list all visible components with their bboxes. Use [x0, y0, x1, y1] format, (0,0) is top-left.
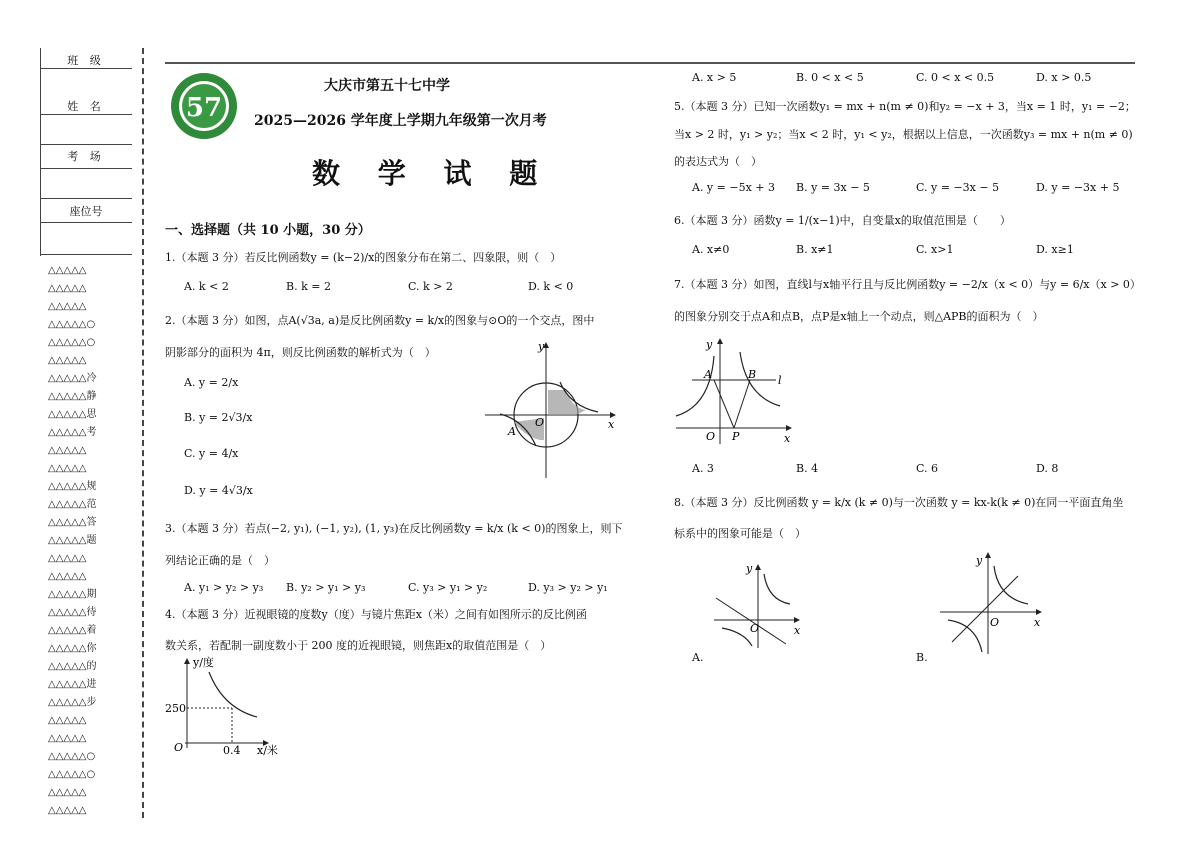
seal-row: △△△△△冷	[48, 373, 97, 384]
q6-option-b: B. x≠1	[796, 243, 834, 256]
svg-text:y: y	[976, 554, 983, 567]
q2-option-c: C. y = 4/x	[184, 447, 239, 460]
svg-text:x/米: x/米	[257, 744, 278, 757]
seal-row: △△△△△	[48, 571, 87, 582]
divider	[40, 68, 132, 69]
q7-figure	[674, 334, 804, 446]
q5-option-b: B. y = 3x − 5	[796, 181, 870, 194]
q1-option-c: C. k > 2	[408, 280, 453, 293]
svg-text:57: 57	[185, 93, 223, 123]
seal-row: △△△△△范	[48, 499, 97, 510]
seal-row: △△△△△规	[48, 481, 97, 492]
divider	[40, 222, 132, 223]
q6-option-d: D. x≥1	[1036, 243, 1074, 256]
question-2-line1: 2.（本题 3 分）如图，点A(√3a, a)是反比例函数y = k/x的图象与⊙O的一个交点，图中	[165, 314, 595, 327]
q6-option-a: A. x≠0	[692, 243, 730, 256]
q8-option-b: B.	[916, 651, 928, 664]
question-3-line2: 列结论正确的是（ ）	[165, 554, 275, 567]
field-room: 考 场	[67, 150, 105, 163]
q4-option-d: D. x > 0.5	[1036, 71, 1092, 84]
seal-row: △△△△△	[48, 301, 87, 312]
seal-row: △△△△△	[48, 733, 87, 744]
seal-row: △△△△△	[48, 445, 87, 456]
svg-text:y: y	[538, 340, 545, 353]
school-name: 大庆市第五十七中学	[324, 78, 450, 94]
svg-text:P: P	[732, 430, 740, 443]
question-5-line3: 的表达式为（ ）	[674, 155, 762, 168]
seal-row: △△△△△	[48, 463, 87, 474]
seal-row: △△△△△步	[48, 697, 97, 708]
q4-option-a: A. x > 5	[692, 71, 737, 84]
subject-title: 数 学 试 题	[312, 157, 552, 190]
svg-text:O: O	[535, 416, 545, 429]
question-5-line2: 当x > 2 时，y₁ > y₂；当x < 2 时，y₁ < y₂，根据以上信息，一次函数y₃ = mx + n(m ≠ 0)	[674, 128, 1133, 141]
q2-option-a: A. y = 2/x	[184, 376, 239, 389]
question-8-line2: 标系中的图象可能是（ ）	[674, 527, 806, 540]
seal-row: △△△△△答	[48, 517, 97, 528]
student-info-box	[40, 48, 132, 256]
section-heading: 一、选择题（共 10 小题，30 分）	[165, 223, 371, 238]
seal-row: △△△△△你	[48, 643, 97, 654]
q3-option-c: C. y₃ > y₁ > y₂	[408, 581, 488, 594]
seal-row: △△△△△题	[48, 535, 97, 546]
question-1: 1.（本题 3 分）若反比例函数y = (k−2)/x的图象分布在第二、四象限，则（ ）	[165, 251, 562, 264]
q1-option-a: A. k < 2	[184, 280, 229, 293]
seal-row: △△△△△	[48, 715, 87, 726]
field-class: 班 级	[67, 54, 105, 67]
svg-text:A: A	[704, 368, 712, 381]
q7-option-c: C. 6	[916, 462, 939, 475]
q1-option-d: D. k < 0	[528, 280, 574, 293]
q7-option-b: B. 4	[796, 462, 819, 475]
svg-text:y: y	[706, 338, 713, 351]
q4-option-c: C. 0 < x < 0.5	[916, 71, 995, 84]
divider	[40, 168, 132, 169]
question-3-line1: 3.（本题 3 分）若点(−2, y₁), (−1, y₂), (1, y₃)在反比例函数y = k/x (k < 0)的图象上，则下	[165, 522, 623, 535]
question-5-line1: 5.（本题 3 分）已知一次函数y₁ = mx + n(m ≠ 0)和y₂ = −x + 3，当x = 1 时，y₁ = −2；	[674, 100, 1136, 113]
svg-text:x: x	[794, 624, 801, 637]
q5-option-a: A. y = −5x + 3	[692, 181, 775, 194]
svg-text:A: A	[508, 425, 516, 438]
q4-option-b: B. 0 < x < 5	[796, 71, 864, 84]
q7-option-d: D. 8	[1036, 462, 1059, 475]
svg-text:O: O	[706, 430, 716, 443]
svg-text:x: x	[1034, 616, 1041, 629]
q8-figure-a	[712, 560, 812, 650]
svg-text:0.4: 0.4	[223, 744, 241, 757]
exam-title: 2025—2026 学年度上学期九年级第一次月考	[254, 113, 547, 129]
svg-text:250: 250	[165, 702, 186, 715]
svg-text:O: O	[990, 616, 1000, 629]
svg-text:y/度: y/度	[193, 656, 214, 669]
q5-option-c: C. y = −3x − 5	[916, 181, 1000, 194]
seal-row: △△△△△○	[48, 769, 96, 780]
seal-row: △△△△△	[48, 805, 87, 816]
q2-option-d: D. y = 4√3/x	[184, 484, 253, 497]
seal-row: △△△△△	[48, 265, 87, 276]
q7-option-a: A. 3	[692, 462, 714, 475]
svg-text:l: l	[778, 374, 782, 387]
q6-option-c: C. x>1	[916, 243, 954, 256]
q8-option-a: A.	[692, 651, 704, 664]
question-7-line2: 的图象分别交于点A和点B，点P是x轴上一个动点，则△APB的面积为（ ）	[674, 310, 1044, 323]
header-rule	[165, 62, 1135, 64]
q3-option-b: B. y₂ > y₁ > y₃	[286, 581, 366, 594]
seal-dashed-line	[142, 48, 144, 818]
question-4-line1: 4.（本题 3 分）近视眼镜的度数y（度）与镜片焦距x（米）之间有如图所示的反比例函	[165, 608, 587, 621]
seal-row: △△△△△考	[48, 427, 97, 438]
q8-figure-b	[936, 548, 1046, 658]
school-logo	[166, 72, 242, 140]
seal-row: △△△△△待	[48, 607, 97, 618]
svg-text:x: x	[784, 432, 791, 445]
q4-figure	[165, 650, 295, 760]
seal-row: △△△△△	[48, 283, 87, 294]
svg-text:y: y	[746, 562, 753, 575]
question-7-line1: 7.（本题 3 分）如图，直线l与x轴平行且与反比例函数y = −2/x（x < 0）与y = 6/x（x > 0）	[674, 278, 1141, 291]
divider	[40, 254, 132, 255]
svg-text:B: B	[748, 368, 757, 381]
seal-row: △△△△△	[48, 787, 87, 798]
seal-row: △△△△△○	[48, 319, 96, 330]
question-8-line1: 8.（本题 3 分）反比例函数 y = k/x (k ≠ 0)与一次函数 y = kx-k(k ≠ 0)在同一平面直角坐	[674, 496, 1124, 509]
seal-row: △△△△△○	[48, 751, 96, 762]
seal-row: △△△△△	[48, 553, 87, 564]
svg-text:x: x	[608, 418, 615, 431]
seal-row: △△△△△	[48, 355, 87, 366]
seal-row: △△△△△的	[48, 661, 97, 672]
q5-option-d: D. y = −3x + 5	[1036, 181, 1120, 194]
q3-option-a: A. y₁ > y₂ > y₃	[184, 581, 264, 594]
divider	[40, 144, 132, 145]
field-name: 姓 名	[67, 100, 105, 113]
seal-row: △△△△△静	[48, 391, 97, 402]
divider	[40, 114, 132, 115]
question-4-line2: 数关系，若配制一副度数小于 200 度的近视眼镜，则焦距x的取值范围是（ ）	[165, 639, 552, 652]
seal-row: △△△△△期	[48, 589, 97, 600]
svg-text:O: O	[750, 622, 760, 635]
question-2-line2: 阴影部分的面积为 4π，则反比例函数的解析式为（ ）	[165, 346, 436, 359]
divider	[40, 198, 132, 199]
q2-figure	[480, 340, 620, 480]
field-seat: 座位号	[69, 205, 103, 218]
seal-row: △△△△△着	[48, 625, 97, 636]
svg-text:O: O	[174, 741, 184, 754]
q2-option-b: B. y = 2√3/x	[184, 411, 253, 424]
q3-option-d: D. y₃ > y₂ > y₁	[528, 581, 608, 594]
seal-row: △△△△△进	[48, 679, 97, 690]
question-6: 6.（本题 3 分）函数y = 1/(x−1)中，自变量x的取值范围是（ ）	[674, 214, 1011, 227]
seal-row: △△△△△思	[48, 409, 97, 420]
q1-option-b: B. k = 2	[286, 280, 331, 293]
seal-row: △△△△△○	[48, 337, 96, 348]
